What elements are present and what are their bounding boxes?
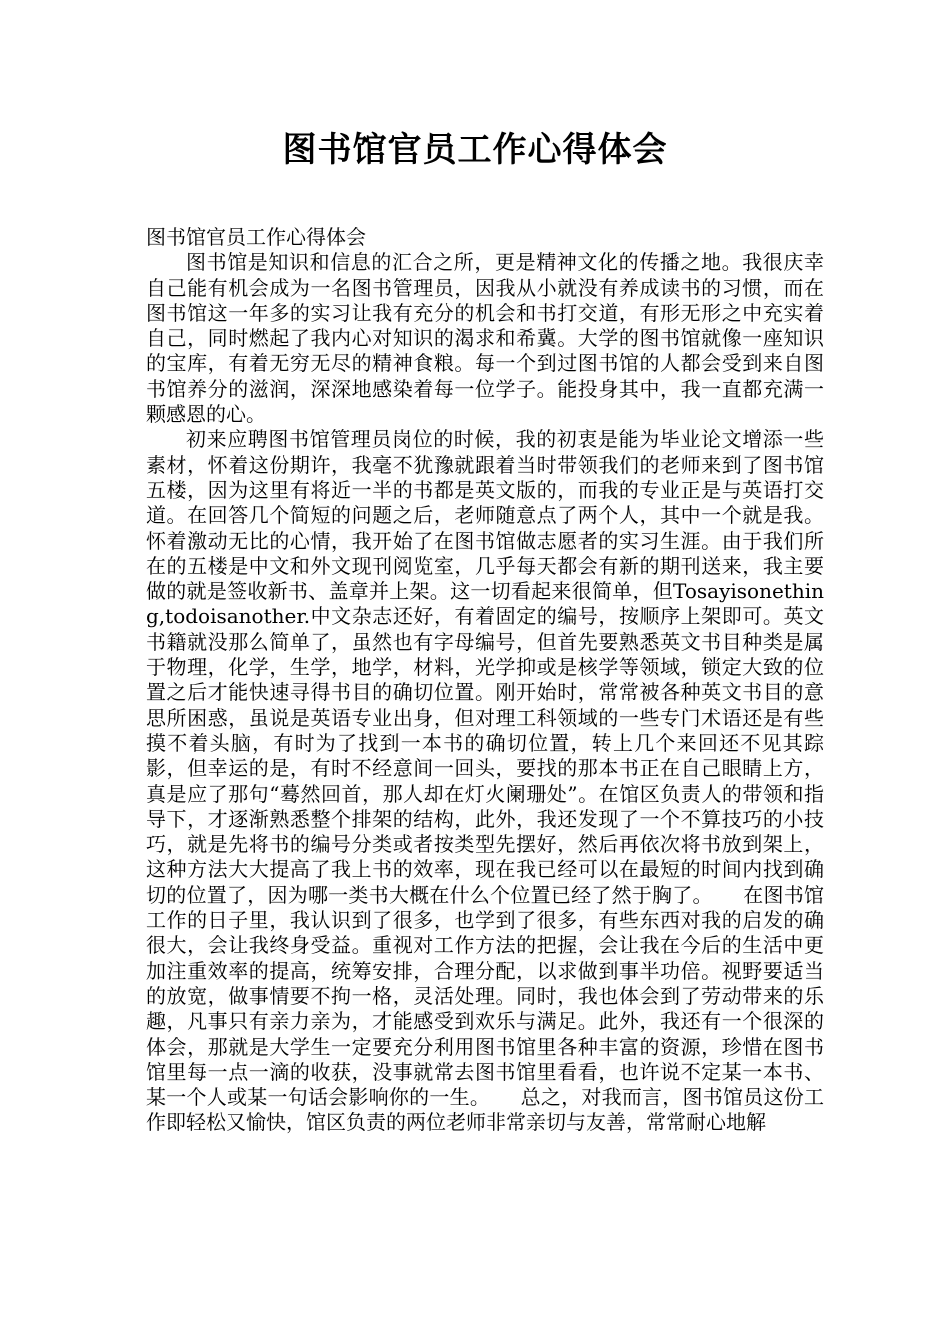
document-subtitle: 图书馆官员工作心得体会: [146, 225, 366, 249]
document-title: 图书馆官员工作心得体会: [282, 130, 668, 170]
paragraph: 图书馆是知识和信息的汇合之所，更是精神文化的传播之地。我很庆幸自己能有机会成为一名图书管理员，因我从小就没有养成读书的习惯，而在图书馆这一年多的实习让我有充分的机会和书打交道，有形无形之中充实着自己，同时燃起了我内心对知识的渴求和希冀。大学的图书馆就像一座知识的宝库，有着无穷无尽的精神食粮。每一个到过图书馆的人都会受到来自图书馆养分的滋润，深深地感染着每一位学子。能投身其中，我一直都充满一颗感恩的心。: [146, 250, 824, 427]
paragraph: 初来应聘图书馆管理员岗位的时候，我的初衷是能为毕业论文增添一些素材，怀着这份期许，我毫不犹豫就跟着当时带领我们的老师来到了图书馆五楼，因为这里有将近一半的书都是英文版的，而我的专业正是与英语打交道。在回答几个简短的问题之后，老师随意点了两个人，其中一个就是我。怀着激动无比的心情，我开始了在图书馆做志愿者的实习生涯。由于我们所在的五楼是中文和外文现刊阅览室，几乎每天都会有新的期刊送来，我主要做的就是签收新书、盖章并上架。这一切看起来很简单，但Tosayisonething,todoisanother.中文杂志还好，有着固定的编号，按顺序上架即可。英文书籍就没那么简单了，虽然也有字母编号，但首先要熟悉英文书目种类是属于物理，化学，生学，地学，材料，光学抑或是核学等领域，锁定大致的位置之后才能快速寻得书目的确切位置。刚开始时，常常被各种英文书目的意思所困惑，虽说是英语专业出身，但对理工科领域的一些专门术语还是有些摸不着头脑，有时为了找到一本书的确切位置，转上几个来回还不见其踪影，但幸运的是，有时不经意间一回头，要找的那本书正在自己眼睛上方，真是应了那句“蓦然回首，那人却在灯火阑珊处”。在馆区负责人的带领和指导下，才逐渐熟悉整个排架的结构，此外，我还发现了一个不算技巧的小技巧，就是先将书的编号分类或者按类型先摆好，然后再依次将书放到架上，这种方法大大提高了我上书的效率，现在我已经可以在最短的时间内找到确切的位置了，因为哪一类书大概在什么个位置已经了然于胸了。 在图书馆工作的日子里，我认识到了很多，也学到了很多，有些东西对我的启发的确很大，会让我终身受益。重视对工作方法的把握，会让我在今后的生活中更加注重效率的提高，统筹安排，合理分配，以求做到事半功倍。视野要适当的放宽，做事情要不拘一格，灵活处理。同时，我也体会到了劳动带来的乐趣，凡事只有亲力亲为，才能感受到欢乐与满足。此外，我还有一个很深的体会，那就是大学生一定要充分利用图书馆里各种丰富的资源，珍惜在图书馆里每一点一滴的收获，没事就常去图书馆里看看，也许说不定某一本书、某一个人或某一句话会影响你的一生。 总之，对我而言，图书馆员这份工作即轻松又愉快，馆区负责的两位老师非常亲切与友善，常常耐心地解: [146, 427, 824, 1135]
document-body: [146, 225, 824, 1136]
